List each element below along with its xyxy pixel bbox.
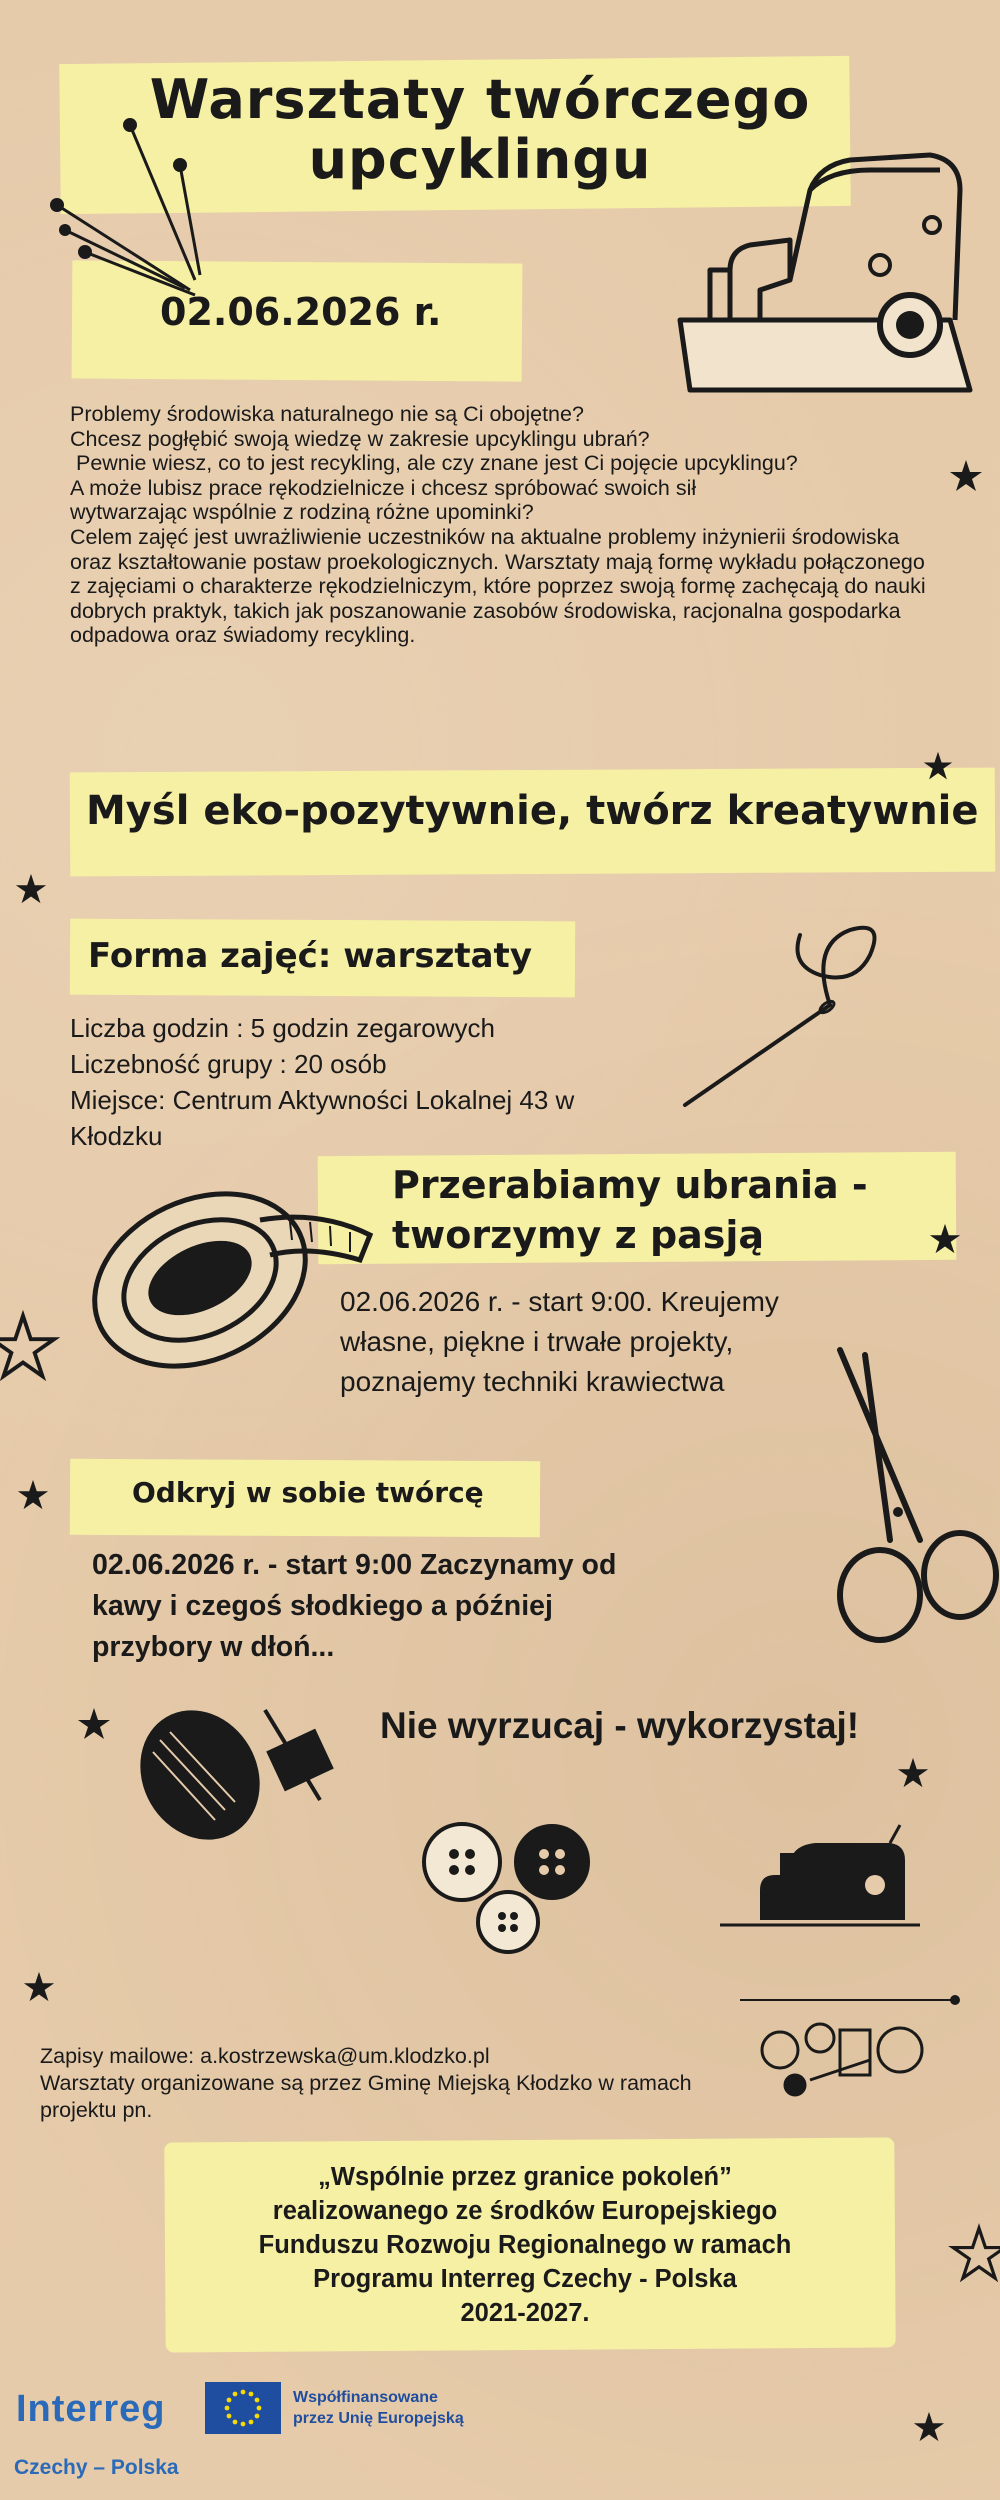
quote-line: realizowanego ze środków Europejskiego bbox=[272, 2197, 778, 2225]
section2-line: 02.06.2026 r. - start 9:00. Kreujemy bbox=[340, 1286, 779, 1317]
interreg-logo: Interreg bbox=[16, 2388, 166, 2430]
star-icon bbox=[14, 872, 48, 906]
section3-line: przybory w dłoń... bbox=[92, 1631, 335, 1663]
slogan: Myśl eko-pozytywnie, twórz kreatywnie bbox=[86, 788, 979, 834]
eu-text-line: Współfinansowane bbox=[293, 2389, 438, 2406]
star-icon bbox=[928, 1222, 962, 1256]
intro-line: Pewnie wiesz, co to jest recykling, ale czy znane jest Ci pojęcie upcyklingu? bbox=[70, 451, 798, 476]
section2-heading-line: Przerabiamy ubrania - bbox=[392, 1163, 868, 1207]
eu-cofinanced-text bbox=[293, 2387, 464, 2429]
organizer-text: Warsztaty organizowane są przez Gminę Miejską Kłodzko w ramach bbox=[40, 2071, 692, 2095]
footer-text bbox=[40, 2043, 840, 2124]
hours-text: Liczba godzin : 5 godzin zegarowych bbox=[70, 1013, 495, 1043]
needle-thread-icon bbox=[680, 915, 910, 1115]
section2-text bbox=[340, 1282, 900, 1402]
organizer-text-cont: projektu pn. bbox=[40, 2098, 153, 2122]
thread-spool-icon bbox=[115, 1680, 345, 1850]
group-text: Liczebność grupy : 20 osób bbox=[70, 1049, 387, 1079]
form-heading: Forma zajęć: warsztaty bbox=[88, 936, 532, 976]
signup-email: Zapisy mailowe: a.kostrzewska@um.klodzko.pl bbox=[40, 2044, 490, 2068]
scissors-icon bbox=[820, 1340, 1000, 1660]
form-info bbox=[70, 1010, 670, 1154]
section3-line: 02.06.2026 r. - start 9:00 Zaczynamy od bbox=[92, 1549, 617, 1581]
sewing-machine-icon bbox=[670, 150, 980, 410]
sewing-machine-icon bbox=[720, 1815, 920, 1930]
quote-line: „Wspólnie przez granice pokoleń” bbox=[318, 2163, 732, 2191]
eu-text-line: przez Unię Europejską bbox=[293, 2410, 464, 2427]
star-icon bbox=[950, 2225, 1000, 2283]
section3-text bbox=[92, 1545, 772, 1668]
star-icon bbox=[0, 1312, 58, 1382]
intro-line: Problemy środowiska naturalnego nie są Ci obojętne? bbox=[70, 402, 584, 426]
section2-heading-line: tworzymy z pasją bbox=[392, 1213, 765, 1257]
section3-line: kawy i czegoś słodkiego a później bbox=[92, 1590, 553, 1622]
title-line-1: Warsztaty twórczego bbox=[149, 68, 811, 131]
eu-flag-icon bbox=[205, 2382, 281, 2434]
quote-line: Funduszu Rozwoju Regionalnego w ramach bbox=[258, 2231, 792, 2259]
star-icon bbox=[16, 1478, 50, 1512]
event-date: 02.06.2026 r. bbox=[160, 290, 442, 334]
quote-line: 2021-2027. bbox=[460, 2299, 590, 2327]
quote-line: Programu Interreg Czechy - Polska bbox=[313, 2265, 737, 2293]
place-text: Miejsce: Centrum Aktywności Lokalnej 43 w Kłodzku bbox=[70, 1085, 575, 1151]
star-icon bbox=[76, 1706, 112, 1742]
pins-icon bbox=[45, 110, 215, 300]
star-icon bbox=[896, 1756, 930, 1790]
project-quote bbox=[180, 2160, 870, 2330]
tape-measure-icon bbox=[60, 1160, 380, 1390]
star-icon bbox=[912, 2410, 946, 2444]
section2-heading bbox=[392, 1160, 868, 1260]
intro-text bbox=[70, 402, 930, 648]
intro-line: A może lubisz prace rękodzielnicze i chcesz spróbować swoich sił wytwarzając wspólnie z rodziną różne upominki? bbox=[70, 475, 697, 525]
section3-heading: Odkryj w sobie twórcę bbox=[132, 1476, 484, 1509]
section2-line: poznajemy techniki krawiectwa bbox=[340, 1366, 725, 1397]
star-icon bbox=[948, 458, 984, 494]
star-icon bbox=[922, 750, 954, 782]
intro-paragraph: Celem zajęć jest uwrażliwienie uczestników na aktualne problemy inżynierii środowiska oraz kształtowanie postaw proekologicznych. Warsztaty mają formę wykładu połączonego z zajęciami o charakterze rękodzielniczym, które poprzez swoją formę zachęcają do nauki dobrych praktyk, takich jak poszanowanie zasobów środowiska, racjonalna gospodarka odpadowa oraz świadomy recykling. bbox=[70, 524, 926, 648]
region-label: Czechy – Polska bbox=[14, 2456, 179, 2479]
intro-line: Chcesz pogłębić swoją wiedzę w zakresie upcyklingu ubrań? bbox=[70, 426, 650, 451]
section2-line: własne, piękne i trwałe projekty, bbox=[340, 1326, 734, 1357]
cta-text: Nie wyrzucaj - wykorzystaj! bbox=[380, 1705, 860, 1746]
buttons-icon bbox=[420, 1820, 600, 1960]
star-icon bbox=[22, 1970, 56, 2004]
title-line-2: upcyklingu bbox=[308, 128, 652, 191]
